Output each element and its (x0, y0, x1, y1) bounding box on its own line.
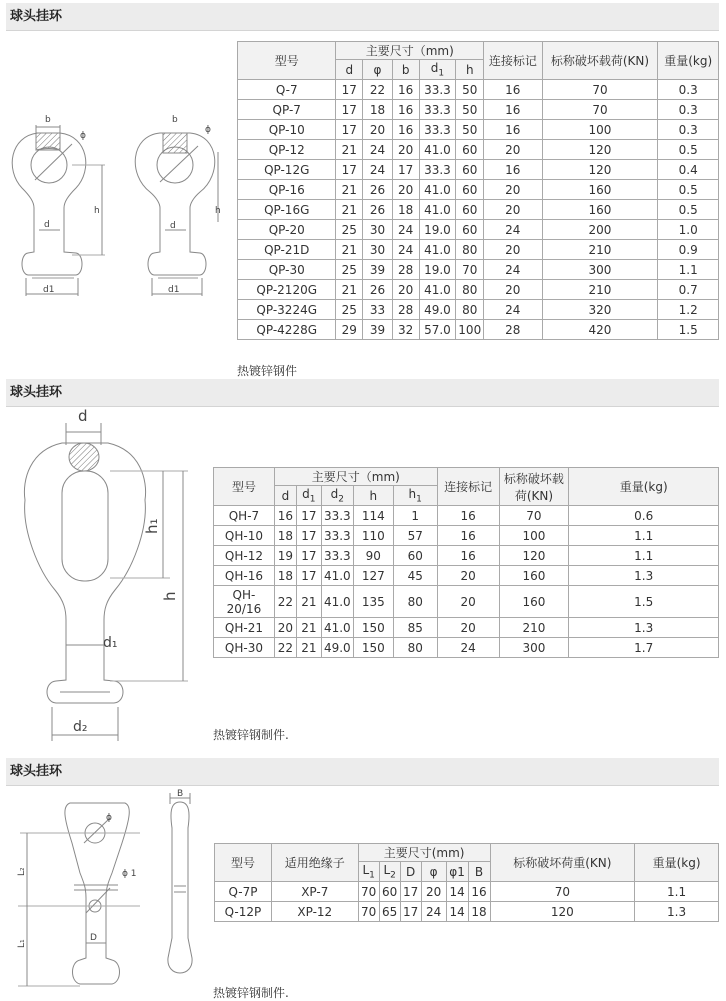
table-cell: 41.0 (419, 240, 456, 260)
table-cell: 25 (336, 220, 363, 240)
col-header-d1: $d_1$ (296, 486, 321, 506)
col-header-model: 型号 (215, 844, 272, 882)
table-cell: QH-30 (214, 638, 275, 658)
table-cell: 210 (542, 280, 658, 300)
table-cell: 21 (336, 240, 363, 260)
table-cell: 300 (499, 638, 569, 658)
col-header-d2: $d_2$ (321, 486, 353, 506)
table-row (215, 902, 719, 922)
table-cell: 16 (484, 120, 542, 140)
table-cell: QP-7 (238, 100, 336, 120)
table-cell: 0.7 (658, 280, 719, 300)
table-cell: 24 (363, 140, 393, 160)
table-cell: 33.3 (321, 526, 353, 546)
table-cell: 26 (363, 200, 393, 220)
table-cell: QP-12G (238, 160, 336, 180)
dim-label-B: B (177, 789, 184, 799)
table-cell: 150 (353, 638, 393, 658)
divider (6, 785, 719, 786)
table-cell: 70 (499, 506, 569, 526)
table-cell: 65 (379, 902, 400, 922)
table-cell: 0.5 (658, 180, 719, 200)
table-cell: 21 (336, 280, 363, 300)
table-cell: 120 (499, 546, 569, 566)
table-cell: 60 (456, 220, 484, 240)
table-cell: 80 (456, 300, 484, 320)
table-cell: 20 (437, 586, 499, 618)
table-cell: 0.3 (658, 120, 719, 140)
dim-label-L1: L₁ (17, 939, 27, 948)
col-header-dims: 主要尺寸（mm) (274, 468, 437, 486)
table-row (238, 280, 719, 300)
table-cell: 18 (363, 100, 393, 120)
col-header-mark: 连接标记 (437, 468, 499, 506)
table-cell: 60 (393, 546, 437, 566)
table-cell: XP-12 (271, 902, 358, 922)
table-cell: 19.0 (419, 220, 456, 240)
table-row (238, 260, 719, 280)
table-cell: 1.3 (635, 902, 719, 922)
table-cell: 33.3 (321, 506, 353, 526)
table-cell: 50 (456, 100, 484, 120)
col-header-b: b (392, 60, 419, 80)
table-cell: 160 (542, 200, 658, 220)
table-cell: QP-3224G (238, 300, 336, 320)
table-cell: 17 (336, 80, 363, 100)
table-cell: 160 (499, 586, 569, 618)
table-row (238, 200, 719, 220)
table-cell: 1 (393, 506, 437, 526)
col-header-dims: 主要尺寸(mm) (358, 844, 490, 862)
table-cell: 60 (379, 882, 400, 902)
table-cell: 17 (296, 506, 321, 526)
table-cell: 70 (456, 260, 484, 280)
table-cell: 18 (274, 566, 296, 586)
table-cell: 57 (393, 526, 437, 546)
table-cell: 18 (392, 200, 419, 220)
table-cell: 45 (393, 566, 437, 586)
dim-label-h: h (94, 206, 100, 216)
col-header-h: h (353, 486, 393, 506)
table-cell: 18 (274, 526, 296, 546)
table-cell: 16 (484, 80, 542, 100)
table-cell: 21 (296, 638, 321, 658)
dim-label-d1: d1 (168, 285, 180, 295)
table-cell: 21 (336, 180, 363, 200)
table-cell: QH-10 (214, 526, 275, 546)
col-header-L1: $L_1$ (358, 862, 379, 882)
table-row (238, 240, 719, 260)
col-header-d: d (336, 60, 363, 80)
table-cell: 160 (499, 566, 569, 586)
table-cell: 30 (363, 220, 393, 240)
table-cell: 1.0 (658, 220, 719, 240)
dim-label-L2: L₂ (17, 867, 27, 876)
table-cell: 33 (363, 300, 393, 320)
table-cell: 114 (353, 506, 393, 526)
table-cell: QP-16 (238, 180, 336, 200)
table-cell: 60 (456, 180, 484, 200)
table-row (215, 882, 719, 902)
table-cell: 17 (296, 566, 321, 586)
col-header-h1: $h_1$ (393, 486, 437, 506)
ball-clevis-diagram-2 (0, 405, 210, 745)
table-cell: 24 (484, 300, 542, 320)
table-cell: 24 (392, 240, 419, 260)
ball-clevis-diagram-1 (0, 100, 236, 310)
table-cell: 24 (484, 220, 542, 240)
table-cell: XP-7 (271, 882, 358, 902)
table-cell: 90 (353, 546, 393, 566)
table-cell: 20 (484, 240, 542, 260)
table-cell: 20 (484, 140, 542, 160)
table-cell: 17 (336, 100, 363, 120)
table-cell: 41.0 (321, 618, 353, 638)
table-cell: 25 (336, 300, 363, 320)
table-row (214, 506, 719, 526)
spec-table-1 (237, 41, 719, 340)
table-cell: 28 (392, 260, 419, 280)
divider (6, 30, 719, 31)
table-cell: 29 (336, 320, 363, 340)
col-header-load: 标称破坏载 荷(KN) (499, 468, 569, 506)
table-cell: 20 (392, 280, 419, 300)
table-cell: QP-2120G (238, 280, 336, 300)
table-cell: 33.3 (321, 546, 353, 566)
table-cell: 60 (456, 140, 484, 160)
table-cell: 41.0 (321, 566, 353, 586)
col-header-d: d (274, 486, 296, 506)
table-cell: 120 (542, 140, 658, 160)
dim-label-b: b (172, 115, 178, 125)
table-cell: 0.5 (658, 200, 719, 220)
table-cell: 20 (363, 120, 393, 140)
col-header-dims: 主要尺寸（mm) (336, 42, 484, 60)
dim-label-h: h (215, 206, 221, 216)
table-cell: 1.1 (658, 260, 719, 280)
table-cell: 70 (542, 100, 658, 120)
note-2: 热镀锌钢制件. (213, 728, 289, 742)
table-cell: 17 (336, 160, 363, 180)
table-cell: 41.0 (419, 140, 456, 160)
table-cell: 0.9 (658, 240, 719, 260)
table-cell: 70 (490, 882, 635, 902)
table-cell: QP-20 (238, 220, 336, 240)
dim-label-D: D (90, 933, 97, 943)
table-cell: QH-7 (214, 506, 275, 526)
table-row (238, 80, 719, 100)
table-cell: 100 (456, 320, 484, 340)
table-cell: 14 (446, 882, 468, 902)
table-cell: 70 (358, 882, 379, 902)
table-cell: 120 (490, 902, 635, 922)
table-cell: 28 (484, 320, 542, 340)
table-row (214, 546, 719, 566)
table-cell: 16 (274, 506, 296, 526)
table-row (238, 100, 719, 120)
col-header-phi: φ (363, 60, 393, 80)
table-cell: QP-16G (238, 200, 336, 220)
table-cell: 70 (358, 902, 379, 922)
table-row (214, 526, 719, 546)
table-cell: 17 (400, 902, 421, 922)
table-cell: 18 (468, 902, 490, 922)
table-cell: 17 (392, 160, 419, 180)
table-cell: 21 (296, 586, 321, 618)
table-cell: 1.5 (658, 320, 719, 340)
table-cell: 16 (484, 100, 542, 120)
table-cell: 150 (353, 618, 393, 638)
table-cell: 1.5 (569, 586, 719, 618)
table-cell: 1.3 (569, 618, 719, 638)
table-cell: 100 (542, 120, 658, 140)
table-cell: 49.0 (419, 300, 456, 320)
col-header-insulator: 适用绝缘子 (271, 844, 358, 882)
table-cell: 16 (392, 120, 419, 140)
table-cell: 41.0 (419, 180, 456, 200)
col-header-B: B (468, 862, 490, 882)
table-cell: 14 (446, 902, 468, 922)
table-row (238, 300, 719, 320)
col-header-load: 标称破坏荷重(KN) (490, 844, 635, 882)
table-cell: 20 (392, 140, 419, 160)
table-cell: 30 (363, 240, 393, 260)
table-cell: 80 (393, 638, 437, 658)
spec-table-2 (213, 467, 719, 658)
dim-label-phi: ϕ (106, 813, 112, 823)
dim-label-h1: h₁ (143, 518, 161, 534)
table-cell: 20 (421, 882, 446, 902)
dim-label-phi: ϕ (80, 131, 86, 141)
table-cell: 21 (296, 618, 321, 638)
table-cell: 60 (456, 200, 484, 220)
table-cell: 0.4 (658, 160, 719, 180)
table-cell: 24 (437, 638, 499, 658)
table-cell: QH-21 (214, 618, 275, 638)
table-cell: 17 (296, 526, 321, 546)
table-cell: 20 (274, 618, 296, 638)
col-header-h: h (456, 60, 484, 80)
col-header-weight: 重量(kg) (635, 844, 719, 882)
table-cell: 127 (353, 566, 393, 586)
dim-label-d2: d₂ (73, 719, 88, 735)
table-cell: 50 (456, 80, 484, 100)
table-cell: 300 (542, 260, 658, 280)
note-3: 热镀锌钢制件. (213, 986, 289, 1000)
table-cell: 20 (437, 618, 499, 638)
col-header-model: 型号 (238, 42, 336, 80)
table-cell: 33.3 (419, 100, 456, 120)
table-cell: 33.3 (419, 160, 456, 180)
table-cell: 420 (542, 320, 658, 340)
table-cell: 41.0 (419, 280, 456, 300)
dim-label-d: d (78, 407, 88, 425)
table-cell: 16 (437, 526, 499, 546)
table-cell: 39 (363, 320, 393, 340)
table-cell: 49.0 (321, 638, 353, 658)
table-cell: 22 (274, 586, 296, 618)
section2-title: 球头挂环 (6, 379, 719, 406)
col-header-L2: $L_2$ (379, 862, 400, 882)
table-row (214, 566, 719, 586)
table-cell: 16 (392, 100, 419, 120)
table-cell: 33.3 (419, 80, 456, 100)
col-header-weight: 重量(kg) (569, 468, 719, 506)
table-cell: 26 (363, 280, 393, 300)
table-cell: 20 (484, 200, 542, 220)
col-header-d1: $d_1$ (419, 60, 456, 80)
col-header-model: 型号 (214, 468, 275, 506)
table-row (238, 220, 719, 240)
table-cell: QP-12 (238, 140, 336, 160)
table-row (214, 586, 719, 618)
table-cell: 85 (393, 618, 437, 638)
table-cell: 17 (296, 546, 321, 566)
table-cell: Q-7P (215, 882, 272, 902)
table-cell: 26 (363, 180, 393, 200)
table-cell: 160 (542, 180, 658, 200)
table-cell: 0.3 (658, 100, 719, 120)
table-cell: 24 (392, 220, 419, 240)
table-cell: 24 (421, 902, 446, 922)
dim-label-phi1: ϕ 1 (122, 869, 137, 879)
table-cell: 100 (499, 526, 569, 546)
table-cell: 80 (456, 280, 484, 300)
table-cell: 1.1 (569, 526, 719, 546)
table-cell: 17 (400, 882, 421, 902)
table-cell: 21 (336, 140, 363, 160)
table-cell: 25 (336, 260, 363, 280)
col-header-D: D (400, 862, 421, 882)
table-cell: 80 (456, 240, 484, 260)
table-cell: Q-7 (238, 80, 336, 100)
table-row (238, 180, 719, 200)
table-cell: 200 (542, 220, 658, 240)
table-cell: 0.6 (569, 506, 719, 526)
table-cell: 20 (484, 180, 542, 200)
table-cell: 70 (542, 80, 658, 100)
table-cell: 16 (468, 882, 490, 902)
table-cell: 39 (363, 260, 393, 280)
spec-table-3 (214, 843, 719, 922)
table-cell: 19 (274, 546, 296, 566)
col-header-load: 标称破坏载荷(KN) (542, 42, 658, 80)
table-cell: 24 (363, 160, 393, 180)
dim-label-h: h (161, 591, 179, 601)
table-row (238, 320, 719, 340)
table-cell: 320 (542, 300, 658, 320)
table-cell: QH-12 (214, 546, 275, 566)
table-cell: 41.0 (419, 200, 456, 220)
table-row (238, 140, 719, 160)
table-cell: 33.3 (419, 120, 456, 140)
dim-label-d: d (44, 220, 50, 230)
table-cell: 17 (336, 120, 363, 140)
table-row (214, 638, 719, 658)
table-cell: QP-30 (238, 260, 336, 280)
table-cell: QH-16 (214, 566, 275, 586)
table-cell: Q-12P (215, 902, 272, 922)
table-cell: 1.3 (569, 566, 719, 586)
section3-title: 球头挂环 (6, 758, 719, 785)
col-header-mark: 连接标记 (484, 42, 542, 80)
table-cell: 1.7 (569, 638, 719, 658)
table-cell: QP-4228G (238, 320, 336, 340)
table-cell: QP-21D (238, 240, 336, 260)
table-cell: 20 (484, 280, 542, 300)
table-cell: 210 (542, 240, 658, 260)
table-cell: 50 (456, 120, 484, 140)
col-header-phi: φ (421, 862, 446, 882)
table-row (238, 160, 719, 180)
ball-clevis-diagram-3 (0, 788, 212, 1000)
table-cell: 120 (542, 160, 658, 180)
table-cell: 20 (437, 566, 499, 586)
dim-label-d: d (170, 221, 176, 231)
section1-title: 球头挂环 (6, 3, 719, 30)
table-cell: 41.0 (321, 586, 353, 618)
table-cell: 0.5 (658, 140, 719, 160)
table-cell: 16 (392, 80, 419, 100)
table-cell: 22 (363, 80, 393, 100)
table-cell: QP-10 (238, 120, 336, 140)
table-cell: 16 (437, 506, 499, 526)
table-cell: 1.2 (658, 300, 719, 320)
table-cell: 21 (336, 200, 363, 220)
table-cell: 22 (274, 638, 296, 658)
col-header-weight: 重量(kg) (658, 42, 719, 80)
table-cell: 0.3 (658, 80, 719, 100)
table-cell: 16 (437, 546, 499, 566)
dim-label-d1: d1 (43, 285, 55, 295)
col-header-phi1: φ1 (446, 862, 468, 882)
table-cell: QH- 20/16 (214, 586, 275, 618)
table-cell: 60 (456, 160, 484, 180)
table-cell: 20 (392, 180, 419, 200)
table-cell: 28 (392, 300, 419, 320)
dim-label-phi: ϕ (205, 125, 211, 135)
dim-label-d1: d₁ (103, 635, 118, 651)
table-cell: 110 (353, 526, 393, 546)
table-cell: 80 (393, 586, 437, 618)
table-cell: 57.0 (419, 320, 456, 340)
table-cell: 24 (484, 260, 542, 280)
table-cell: 1.1 (635, 882, 719, 902)
table-cell: 210 (499, 618, 569, 638)
table-cell: 135 (353, 586, 393, 618)
dim-label-b: b (45, 115, 51, 125)
note-1: 热镀锌钢件 (237, 364, 298, 378)
table-cell: 32 (392, 320, 419, 340)
table-cell: 1.1 (569, 546, 719, 566)
table-cell: 19.0 (419, 260, 456, 280)
table-row (214, 618, 719, 638)
table-cell: 16 (484, 160, 542, 180)
table-row (238, 120, 719, 140)
